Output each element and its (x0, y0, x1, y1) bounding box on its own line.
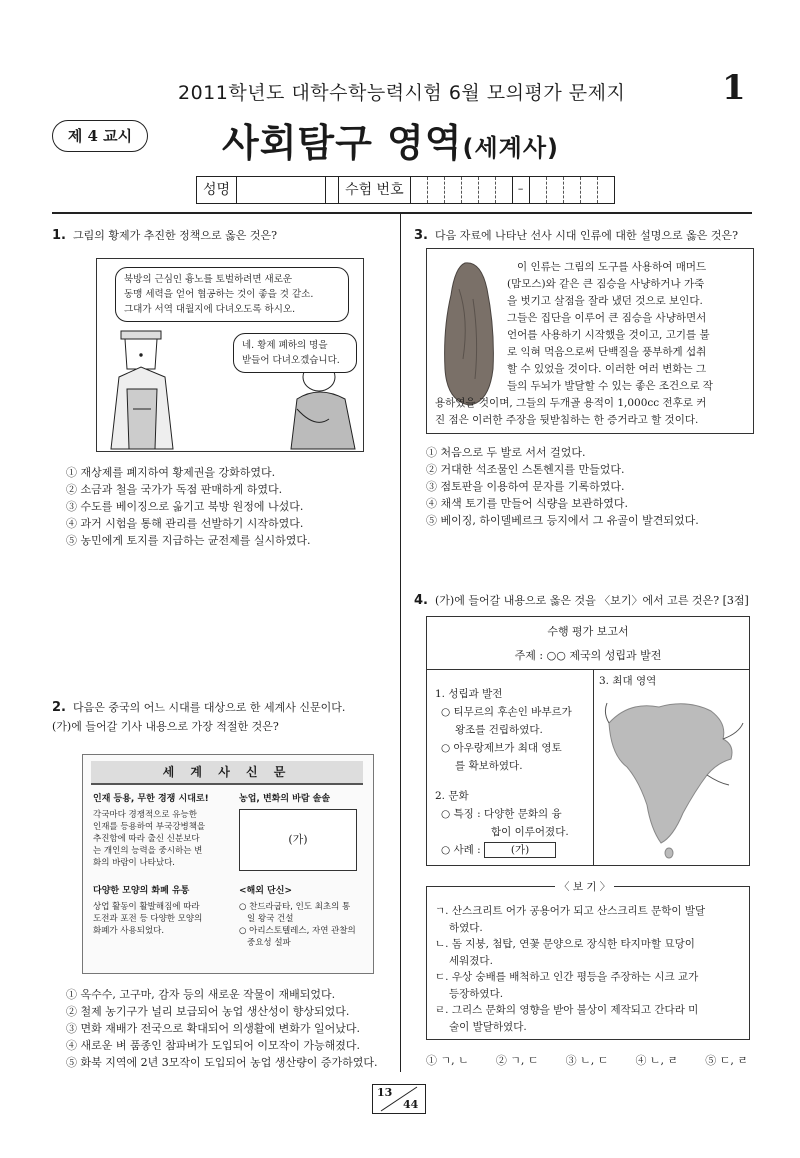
exam-no-cell[interactable] (428, 177, 445, 203)
q4-stem-text: (가)에 들어갈 내용으로 옳은 것을 〈보기〉에서 고른 것은? [3점] (434, 594, 749, 607)
bogi-title: 〈 보 기 〉 (555, 879, 614, 894)
subject-title (222, 112, 559, 167)
text-line: 인재를 등용하여 부국강병책을 (93, 822, 206, 832)
emperor-speech-bubble (115, 267, 349, 322)
option-1[interactable]: ① 옥수수, 고구마, 감자 등의 새로운 작물이 재배되었다. (66, 988, 336, 1001)
bogi-item-d: ㄹ. 그리스 문화의 영향을 받아 불상이 제작되고 간다라 미 (435, 1004, 699, 1016)
subject-main: 사회탐구 영역 (222, 121, 463, 165)
text-line: 상업 활동이 활발해짐에 따라 (93, 902, 200, 912)
hand-axe-image (435, 259, 505, 409)
q1-number: 1. (52, 228, 66, 243)
article4-headline: <해외 단신> (239, 886, 292, 896)
bubble-line: 동맹 세력을 얻어 협공하는 것이 좋을 것 같소. (124, 289, 314, 300)
text-line: 등장하였다. (449, 987, 504, 1000)
text-line: 각국마다 경쟁적으로 유능한 (93, 810, 197, 820)
text-line: 는 개인의 능력을 중시하는 변 (93, 846, 203, 856)
mughal-empire-map (599, 693, 745, 859)
header-divider (52, 212, 752, 214)
example-row (435, 841, 591, 859)
report-divider (427, 669, 749, 670)
text-line: 할 수 있었을 것이다. 이러한 여러 변화는 그 (507, 363, 707, 375)
article3-headline: 다양한 모양의 화폐 유통 (93, 886, 190, 896)
placeholder-ga-box: (가) (484, 842, 556, 858)
history-newspaper (82, 754, 374, 974)
bogi-item-c: ㄷ. 우상 숭배를 배척하고 인간 평등을 주장하는 시크 교가 (435, 971, 699, 983)
q4-options (426, 1052, 748, 1069)
q3-stem-text: 다음 자료에 나타난 선사 시대 인류에 대한 설명으로 옳은 것은? (434, 229, 738, 242)
bubble-line: 북방의 근심인 흉노를 토벌하려면 새로운 (124, 274, 293, 285)
option-5[interactable]: ⑤ ㄷ, ㄹ (705, 1054, 748, 1067)
option-1[interactable]: ① ㄱ, ㄴ (426, 1054, 469, 1067)
name-exam-number-box (196, 176, 615, 204)
option-4[interactable]: ④ 채색 토기를 만들어 식량을 보관하였다. (426, 497, 628, 510)
exam-title: 2011학년도 대학수학능력시험 6월 모의평가 문제지 (178, 82, 626, 104)
text-line: 들의 두뇌가 발달할 수 있는 좋은 조건으로 작 (507, 380, 713, 392)
text-line: (맘모스)와 같은 큰 짐승을 사냥하거나 가죽 (507, 278, 705, 290)
option-1[interactable]: ① 처음으로 두 발로 서서 걸었다. (426, 446, 586, 459)
exam-no-cell[interactable] (598, 177, 614, 203)
text-line: ○ 특징 : 다양한 문화의 융 (441, 808, 562, 820)
text-line: 진 점은 이러한 주장을 뒷받침하는 한 증거라고 할 것이다. (435, 414, 699, 426)
text-line: 화의 바람이 나타났다. (93, 858, 176, 868)
page-number: 1 (722, 68, 746, 108)
section3-heading: 3. 최대 영역 (599, 675, 657, 687)
bubble-line: 그대가 서역 대월지에 다녀오도록 하시오. (124, 304, 296, 315)
text-line: ○ 아우랑제브가 최대 영토 (441, 742, 562, 754)
exam-no-cell[interactable] (411, 177, 428, 203)
q3-number: 3. (414, 228, 428, 243)
footer-total: 44 (403, 1098, 419, 1111)
subject-sub: (세계사) (462, 134, 559, 162)
exam-no-cell[interactable] (445, 177, 462, 203)
text-line: 하였다. (449, 921, 483, 934)
q1-stem-text: 그림의 황제가 추진한 정책으로 옳은 것은? (72, 229, 278, 242)
name-field[interactable] (237, 177, 326, 203)
bogi-item-a: ㄱ. 산스크리트 어가 공용어가 되고 산스크리트 문학이 발달 (435, 905, 706, 917)
q3-passage-box (426, 248, 754, 434)
exam-no-cell[interactable] (581, 177, 598, 203)
bubble-line: 네. 황제 폐하의 명을 (242, 340, 328, 351)
q2-number: 2. (52, 700, 66, 715)
option-2[interactable]: ② ㄱ, ㄷ (495, 1054, 539, 1067)
section1-heading: 1. 성립과 발전 (435, 688, 503, 700)
text-line: 추진함에 따라 출신 신분보다 (93, 834, 200, 844)
text-line: 를 확보하였다. (455, 760, 523, 772)
newspaper-masthead (91, 761, 363, 785)
exam-no-cell[interactable] (462, 177, 479, 203)
text-line: ○ 찬드라굽타, 인도 최초의 통 (239, 902, 351, 912)
footer-page: 13 (377, 1086, 393, 1099)
option-4[interactable]: ④ 새로운 벼 품종인 참파벼가 도입되어 이모작이 가능해졌다. (66, 1039, 360, 1052)
envoy-speech-bubble (233, 333, 357, 373)
q3-stem (414, 226, 738, 245)
text-line: ○ 아리스토텔레스, 자연 관찰의 (239, 926, 356, 936)
option-3[interactable]: ③ 수도를 베이징으로 옮기고 북방 원정에 나섰다. (66, 500, 304, 513)
q3-passage-tail (435, 395, 747, 429)
q4-number: 4. (414, 593, 428, 608)
text-line: 세워졌다. (449, 954, 493, 967)
text-line: 이 인류는 그림의 도구를 사용하여 매머드 (517, 261, 707, 273)
session-label: 제 4 교시 (52, 120, 148, 152)
article3-body (93, 901, 223, 937)
text-line: 도전과 포전 등 다양한 모양의 (93, 914, 203, 924)
report-theme: 주제 : ○○ 제국의 성립과 발전 (514, 649, 662, 662)
q2-stem-line2: (가)에 들어갈 기사 내용으로 가장 적절한 것은? (52, 720, 279, 733)
option-3[interactable]: ③ ㄴ, ㄷ (565, 1054, 609, 1067)
placeholder-ga-box: (가) (239, 809, 357, 871)
q2-options (66, 986, 378, 1071)
exam-no-cell[interactable] (564, 177, 581, 203)
option-5[interactable]: ⑤ 베이징, 하이델베르크 등지에서 그 유골이 발견되었다. (426, 514, 699, 527)
option-2[interactable]: ② 소금과 철을 국가가 독점 판매하게 하였다. (66, 483, 283, 496)
article1-headline: 인재 등용, 무한 경쟁 시대로! (93, 794, 209, 804)
text-line: 술이 발달하였다. (449, 1020, 527, 1033)
report-title: 수행 평가 보고서 (547, 625, 629, 638)
option-5[interactable]: ⑤ 농민에게 토지를 지급하는 균전제를 실시하였다. (66, 534, 311, 547)
q3-passage (507, 259, 745, 395)
article1-body (93, 809, 221, 869)
bubble-line: 받들어 다녀오겠습니다. (242, 355, 340, 366)
article2-headline: 농업, 변화의 바람 솔솔 (239, 794, 331, 804)
text-line: 합이 이루어졌다. (491, 826, 569, 838)
text-line: 중요성 설파 (247, 938, 291, 948)
q2-stem-line1: 다음은 중국의 어느 시대를 대상으로 한 세계사 신문이다. (72, 701, 346, 714)
text-line: 화폐가 사용되었다. (93, 926, 165, 936)
text-line: 로 익혀 먹음으로써 단백질을 풍부하게 섭취 (507, 346, 707, 358)
text-line: 왕조를 건립하였다. (455, 724, 543, 736)
q1-illustration (96, 258, 364, 452)
text-line: ○ 티무르의 후손인 바부르가 (441, 706, 572, 718)
report-sections (435, 685, 591, 859)
text-line: 을 벗기고 살점을 잘라 냈던 것으로 보인다. (507, 295, 703, 307)
q1-stem (52, 226, 277, 245)
example-label: ○ 사례 : (441, 844, 481, 856)
exam-no-cell[interactable] (530, 177, 547, 203)
name-label: 성명 (197, 177, 237, 203)
section2-heading: 2. 문화 (435, 790, 469, 802)
exam-no-label: 수험 번호 (339, 177, 411, 203)
q3-options (426, 444, 699, 529)
report-column-divider (593, 669, 594, 865)
text-line: 일 왕국 건설 (247, 914, 294, 924)
bogi-item-b: ㄴ. 돔 지붕, 첨탑, 연꽃 문양으로 장식한 타지마할 묘당이 (435, 938, 695, 950)
q1-options (66, 464, 311, 549)
text-line: 용하였을 것이며, 그들의 두개골 용적이 1,000cc 전후로 커 (435, 397, 707, 409)
q2-stem (52, 698, 388, 736)
q4-stem (414, 591, 749, 610)
option-2[interactable]: ② 거대한 석조물인 스톤헨지를 만들었다. (426, 463, 625, 476)
article4-body (239, 901, 365, 949)
text-line: 그들은 집단을 이루어 큰 짐승을 사냥하면서 (507, 312, 707, 324)
option-3[interactable]: ③ 점토판을 이용하여 문자를 기록하였다. (426, 480, 625, 493)
bogi-box (426, 881, 750, 1040)
option-3[interactable]: ③ 면화 재배가 전국으로 확대되어 의생활에 변화가 일어났다. (66, 1022, 360, 1035)
exam-no-cell[interactable] (479, 177, 496, 203)
bogi-items (435, 903, 743, 1035)
exam-no-dash: – (513, 177, 530, 203)
newspaper-title: 세 계 사 신 문 (162, 765, 292, 779)
exam-no-cell[interactable] (496, 177, 513, 203)
column-divider (400, 212, 401, 1072)
exam-no-cell[interactable] (547, 177, 564, 203)
page-footer (372, 1084, 426, 1114)
option-5[interactable]: ⑤ 화북 지역에 2년 3모작이 도입되어 농업 생산량이 증가하였다. (66, 1056, 378, 1069)
option-4[interactable]: ④ ㄴ, ㄹ (635, 1054, 679, 1067)
option-2[interactable]: ② 철제 농기구가 널리 보급되어 농업 생산성이 향상되었다. (66, 1005, 350, 1018)
text-line: 언어를 사용하기 시작했을 것이고, 고기를 불 (507, 329, 710, 341)
option-1[interactable]: ① 재상제를 폐지하여 황제권을 강화하였다. (66, 466, 276, 479)
option-4[interactable]: ④ 과거 시험을 통해 관리를 선발하기 시작하였다. (66, 517, 304, 530)
q4-report (426, 616, 750, 866)
